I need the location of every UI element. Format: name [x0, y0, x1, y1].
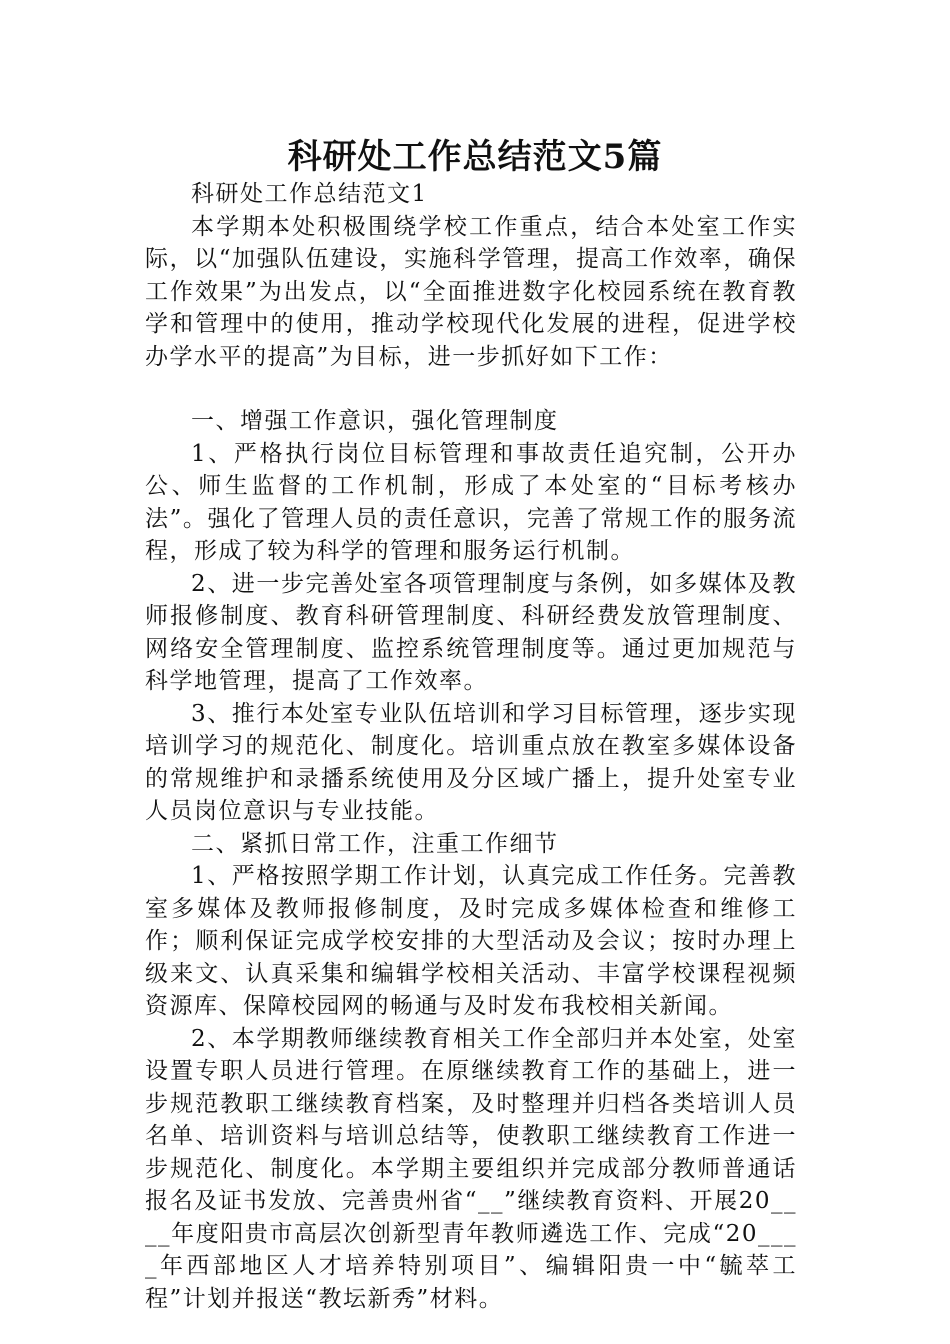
document-title: 科研处工作总结范文5篇 [287, 137, 663, 177]
subheading-2: 二、紧抓日常工作，注重工作细节 [191, 830, 559, 857]
body-paragraph: 2、进一步完善处室各项管理制度与条例，如多媒体及教师报修制度、教育科研管理制度、科研经费发放管理制度、网络安全管理制度、监控系统管理制度等。通过更加规范与科学地管理，提高了工作效率。 [145, 570, 797, 694]
body-paragraph: 1、严格按照学期工作计划，认真完成工作任务。完善教室多媒体及教师报修制度，及时完成多媒体检查和维修工作；顺利保证完成学校安排的大型活动及会议；按时办理上级来文、认真采集和编辑学校相关活动、丰富学校课程视频资源库、保障校园网的畅通与及时发布我校相关新闻。 [145, 863, 797, 1019]
body-paragraph: 1、严格执行岗位目标管理和事故责任追究制，公开办公、师生监督的工作机制，形成了本处室的“目标考核办法”。强化了管理人员的责任意识，完善了常规工作的服务流程，形成了较为科学的管理和服务运行机制。 [145, 440, 797, 564]
document-body [145, 178, 797, 1315]
subheading-1: 一、增强工作意识，强化管理制度 [191, 408, 559, 434]
section-heading-1: 科研处工作总结范文1 [191, 181, 428, 207]
body-paragraph: 3、推行本处室专业队伍培训和学习目标管理，逐步实现培训学习的规范化、制度化。培训重点放在教室多媒体设备的常规维护和录播系统使用及分区域广播上，提升处室专业人员岗位意识与专业技能。 [145, 700, 797, 824]
intro-paragraph: 本学期本处积极围绕学校工作重点，结合本处室工作实际，以“加强队伍建设，实施科学管理，提高工作效率，确保工作效果”为出发点，以“全面推进数字化校园系统在教育教学和管理中的使用，推动学校现代化发展的进程，促进学校办学水平的提高”为目标，进一步抓好如下工作： [145, 213, 797, 370]
body-paragraph: 2、本学期教师继续教育相关工作全部归并本处室，处室设置专职人员进行管理。在原继续教育工作的基础上，进一步规范教职工继续教育档案，及时整理并归档各类培训人员名单、培训资料与培训总结等，使教职工继续教育工作进一步规范化、制度化。本学期主要组织并完成部分教师普通话报名及证书发放、完善贵州省“__”继续教育资料、开展20____年度阳贵市高层次创新型青年教师遴选工作、完成“20____年西部地区人才培养特别项目”、编辑阳贵一中“毓萃工程”计划并报送“教坛新秀”材料。 [145, 1025, 797, 1312]
